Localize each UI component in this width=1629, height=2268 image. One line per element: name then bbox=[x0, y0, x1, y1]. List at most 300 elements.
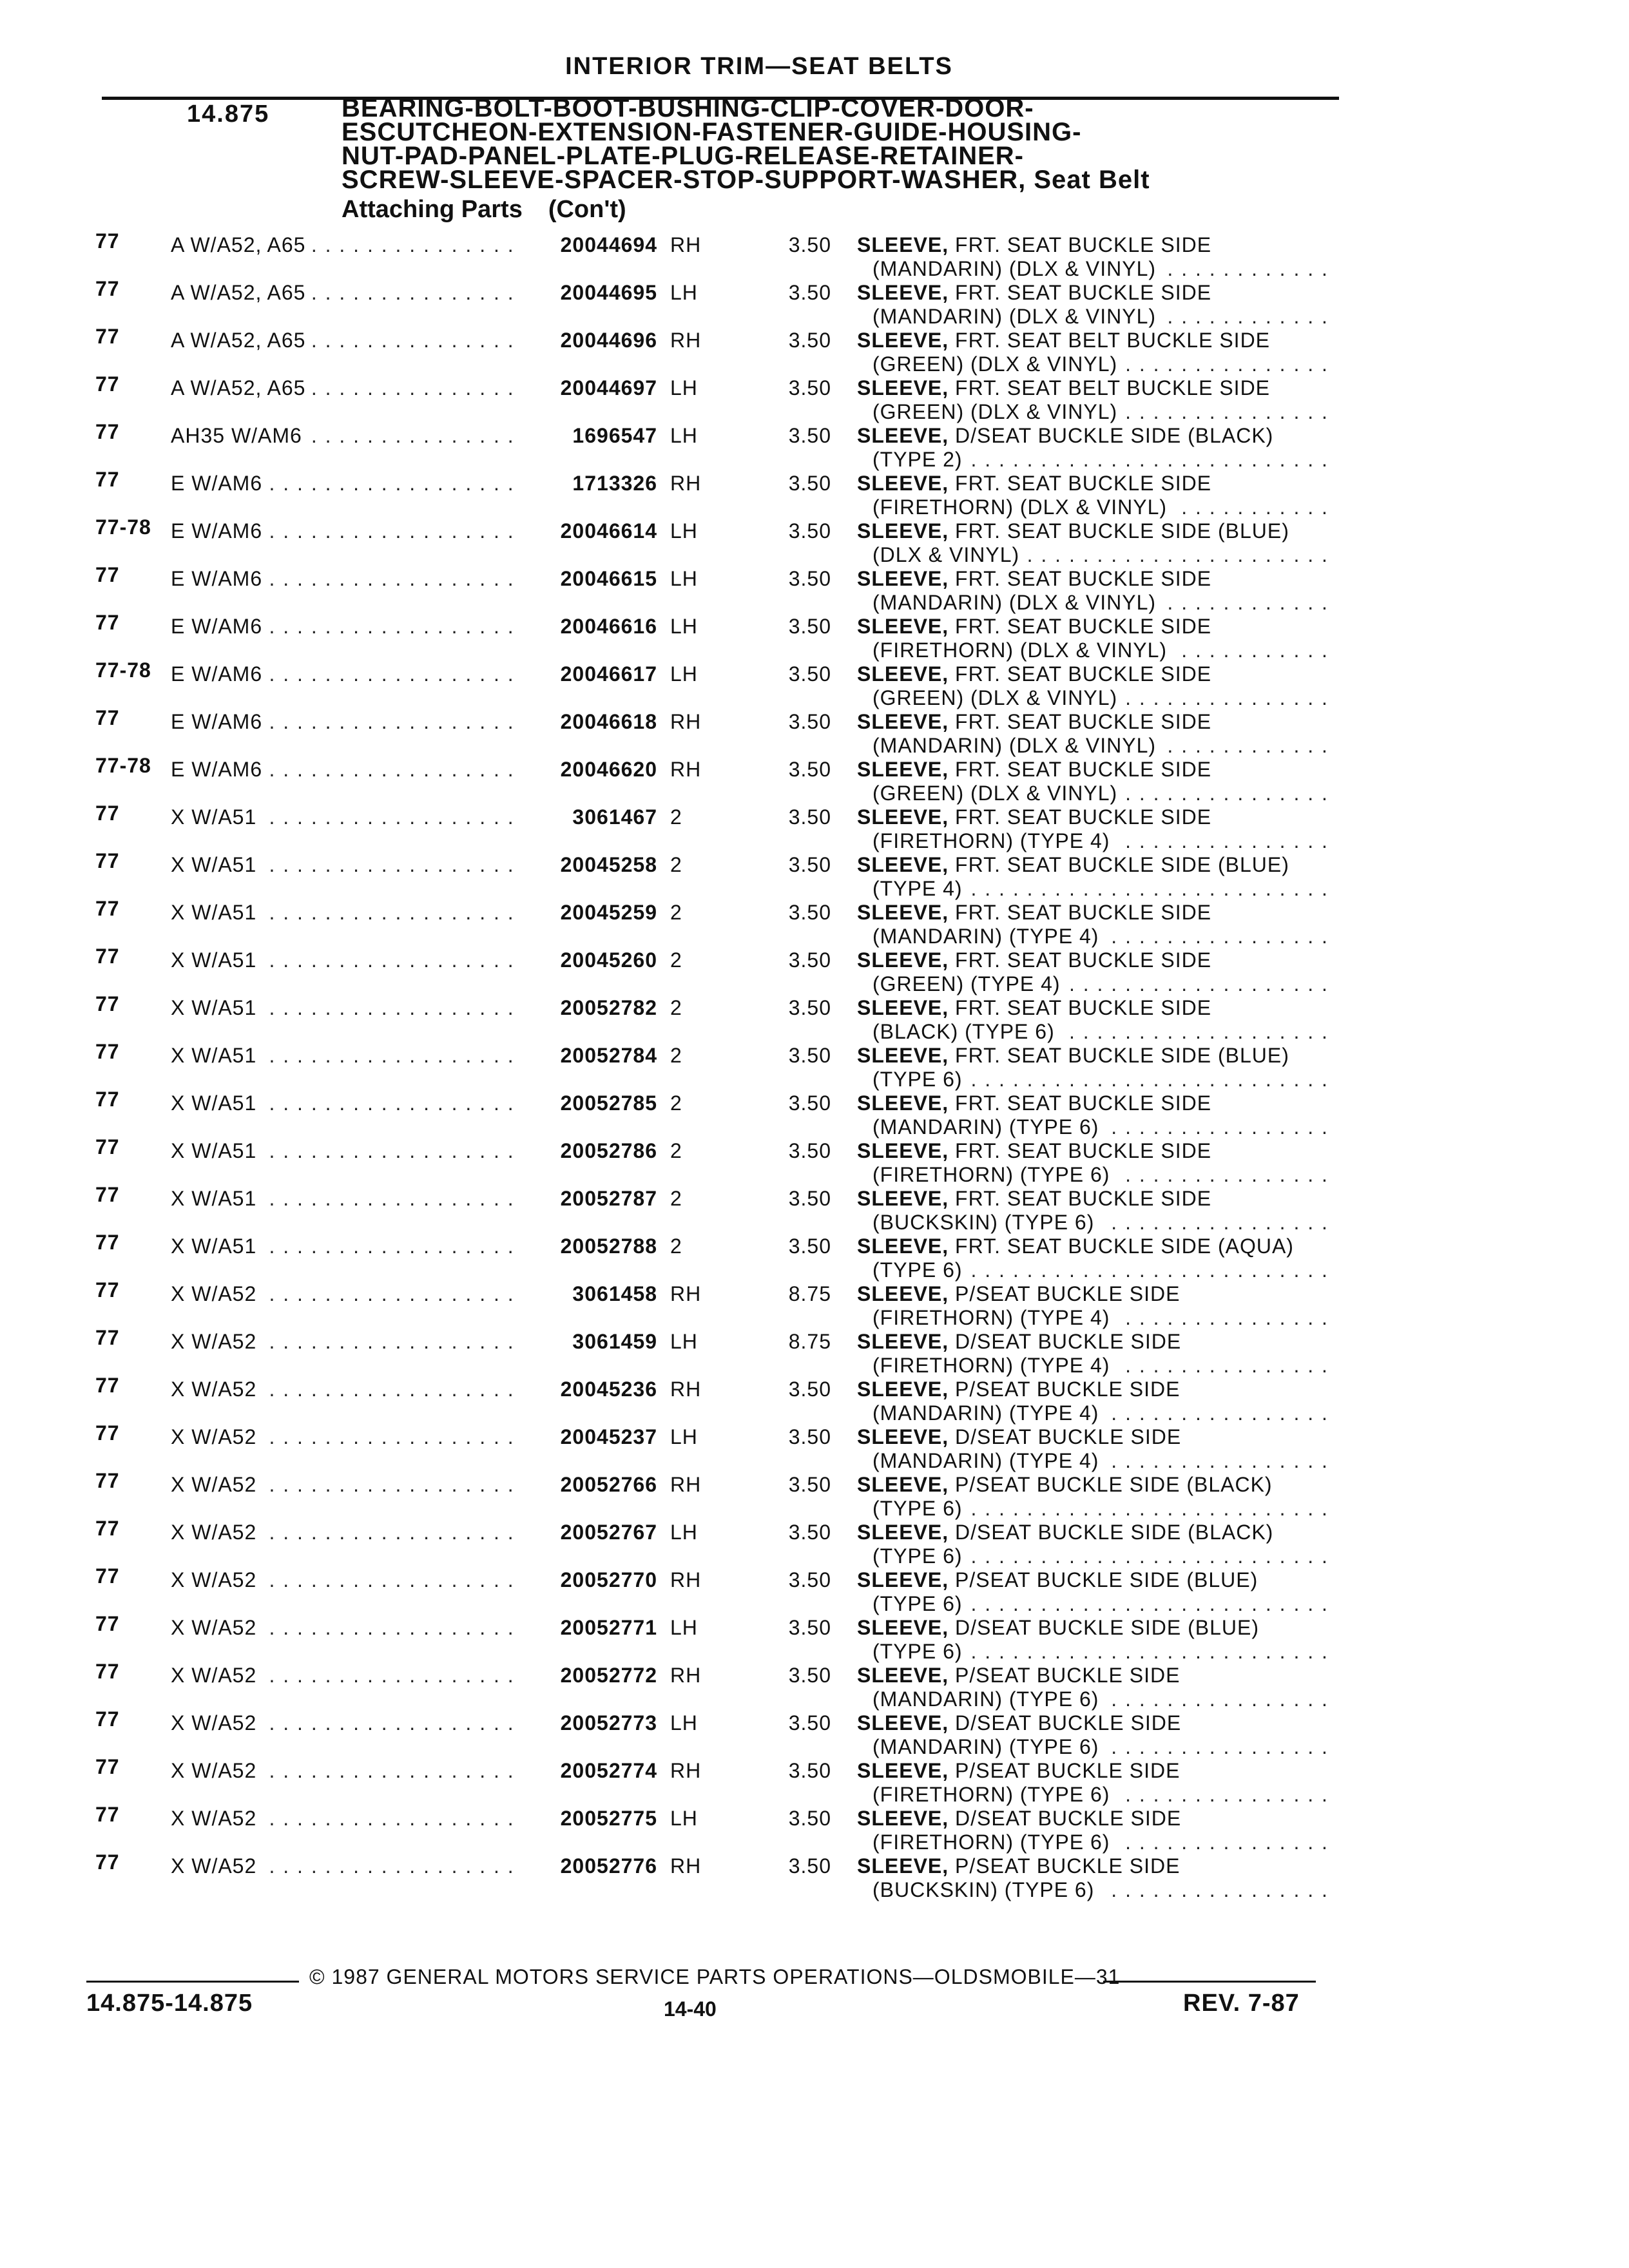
description-text: FRT. SEAT BUCKLE SIDE bbox=[955, 1091, 1212, 1115]
description-line bbox=[857, 901, 1327, 925]
model-application bbox=[171, 1139, 519, 1163]
model-year: 77 bbox=[95, 849, 120, 872]
part-name: SLEEVE, bbox=[857, 1568, 949, 1591]
description-detail: (GREEN) (TYPE 4) bbox=[872, 972, 1068, 995]
model-year: 77 bbox=[95, 372, 120, 396]
model-application bbox=[171, 1425, 519, 1449]
part-name: SLEEVE, bbox=[857, 376, 949, 399]
model-application-text: E W/AM6 bbox=[171, 662, 269, 686]
model-application-text: X W/A52 bbox=[171, 1282, 263, 1305]
part-number: 20046617 bbox=[560, 662, 657, 686]
part-description bbox=[857, 519, 1327, 567]
model-application-text: E W/AM6 bbox=[171, 710, 269, 733]
model-application bbox=[171, 1759, 519, 1783]
parts-row bbox=[0, 849, 1629, 900]
description-detail: (MANDARIN) (TYPE 6) bbox=[872, 1687, 1106, 1711]
quantity: RH bbox=[670, 1282, 702, 1305]
part-name: SLEEVE, bbox=[857, 996, 949, 1019]
model-year: 77 bbox=[95, 802, 120, 825]
part-description bbox=[857, 233, 1327, 281]
continued-text: (Con't) bbox=[548, 196, 626, 223]
parts-row bbox=[0, 1755, 1629, 1806]
description-text: P/SEAT BUCKLE SIDE bbox=[955, 1854, 1181, 1878]
description-text: FRT. SEAT BUCKLE SIDE bbox=[955, 472, 1212, 495]
model-application-text: E W/AM6 bbox=[171, 567, 269, 590]
part-description bbox=[857, 472, 1327, 519]
model-application bbox=[171, 758, 519, 782]
model-year: 77 bbox=[95, 1326, 120, 1349]
price: 3.50 bbox=[788, 1521, 831, 1544]
quantity: 2 bbox=[670, 1044, 682, 1067]
description-line bbox=[857, 1807, 1327, 1831]
quantity: RH bbox=[670, 1378, 702, 1401]
part-name: SLEEVE, bbox=[857, 1807, 949, 1830]
description-detail: (MANDARIN) (TYPE 4) bbox=[872, 1401, 1106, 1425]
model-year: 77 bbox=[95, 1612, 120, 1635]
price: 3.50 bbox=[788, 901, 831, 924]
model-application-text: X W/A52 bbox=[171, 1759, 263, 1782]
section-title-line: SCREW-SLEEVE-SPACER-STOP-SUPPORT-WASHER, Seat Belt bbox=[342, 166, 1150, 194]
model-application bbox=[171, 1235, 519, 1258]
quantity: LH bbox=[670, 281, 698, 304]
description-line bbox=[857, 1378, 1327, 1401]
description-text: FRT. SEAT BUCKLE SIDE (AQUA) bbox=[955, 1235, 1294, 1258]
description-line bbox=[857, 1139, 1327, 1163]
model-application-text: X W/A52 bbox=[171, 1664, 263, 1687]
description-text: D/SEAT BUCKLE SIDE (BLACK) bbox=[955, 424, 1274, 447]
model-application-text: E W/AM6 bbox=[171, 758, 269, 781]
description-line bbox=[857, 710, 1327, 734]
model-year: 77 bbox=[95, 611, 120, 634]
part-description bbox=[857, 1807, 1327, 1854]
part-name: SLEEVE, bbox=[857, 710, 949, 733]
description-line bbox=[857, 1473, 1327, 1497]
quantity: 2 bbox=[670, 901, 682, 924]
part-description bbox=[857, 1139, 1327, 1187]
model-application-text: E W/AM6 bbox=[171, 519, 269, 543]
model-application bbox=[171, 1616, 519, 1640]
quantity: RH bbox=[670, 710, 702, 733]
section-title bbox=[342, 94, 1347, 194]
part-description bbox=[857, 758, 1327, 805]
description-text: FRT. SEAT BUCKLE SIDE bbox=[955, 758, 1212, 781]
part-description bbox=[857, 901, 1327, 948]
price: 3.50 bbox=[788, 233, 831, 256]
model-application bbox=[171, 376, 519, 400]
quantity: LH bbox=[670, 1521, 698, 1544]
price: 3.50 bbox=[788, 1664, 831, 1687]
price: 3.50 bbox=[788, 1378, 831, 1401]
description-text: FRT. SEAT BUCKLE SIDE bbox=[955, 615, 1212, 638]
model-application-text: X W/A52 bbox=[171, 1521, 263, 1544]
model-application-text: X W/A51 bbox=[171, 996, 263, 1019]
description-detail: (FIRETHORN) (TYPE 6) bbox=[872, 1831, 1117, 1854]
quantity: LH bbox=[670, 376, 698, 399]
description-text: FRT. SEAT BUCKLE SIDE (BLUE) bbox=[955, 1044, 1289, 1067]
model-application-text: X W/A52 bbox=[171, 1473, 263, 1496]
model-application bbox=[171, 424, 519, 448]
description-detail: (BLACK) (TYPE 6) bbox=[872, 1020, 1063, 1043]
parts-row bbox=[0, 1469, 1629, 1520]
model-year: 77 bbox=[95, 1755, 120, 1778]
part-number: 20044695 bbox=[560, 281, 657, 304]
description-line bbox=[857, 233, 1327, 257]
model-application-text: X W/A51 bbox=[171, 901, 263, 924]
description-line bbox=[857, 1330, 1327, 1354]
price: 3.50 bbox=[788, 1854, 831, 1878]
model-application-text: X W/A51 bbox=[171, 1235, 263, 1258]
model-application bbox=[171, 901, 519, 925]
model-year: 77 bbox=[95, 229, 120, 253]
parts-row bbox=[0, 945, 1629, 995]
model-application-text: X W/A52 bbox=[171, 1711, 263, 1735]
quantity: LH bbox=[670, 519, 698, 543]
description-text: P/SEAT BUCKLE SIDE bbox=[955, 1759, 1181, 1782]
parts-row bbox=[0, 468, 1629, 519]
part-description bbox=[857, 710, 1327, 758]
model-year: 77-78 bbox=[95, 754, 151, 777]
description-detail: (TYPE 6) bbox=[872, 1258, 970, 1282]
description-text: FRT. SEAT BUCKLE SIDE bbox=[955, 233, 1212, 256]
part-number: 20052786 bbox=[560, 1139, 657, 1162]
part-name: SLEEVE, bbox=[857, 1330, 949, 1353]
part-number: 20052773 bbox=[560, 1711, 657, 1735]
description-line bbox=[857, 1091, 1327, 1115]
part-number: 20052788 bbox=[560, 1235, 657, 1258]
parts-row bbox=[0, 658, 1629, 709]
footer-rule bbox=[1103, 1981, 1316, 1983]
description-detail: (TYPE 4) bbox=[872, 877, 970, 900]
description-text: FRT. SEAT BUCKLE SIDE bbox=[955, 1139, 1212, 1162]
part-name: SLEEVE, bbox=[857, 615, 949, 638]
description-detail: (TYPE 6) bbox=[872, 1592, 970, 1615]
parts-row bbox=[0, 1374, 1629, 1425]
description-detail: (GREEN) (DLX & VINYL) bbox=[872, 352, 1125, 376]
part-name: SLEEVE, bbox=[857, 1711, 949, 1735]
model-application-text: A W/A52, A65 bbox=[171, 281, 312, 304]
part-number: 20052766 bbox=[560, 1473, 657, 1496]
description-detail: (FIRETHORN) (TYPE 4) bbox=[872, 1306, 1117, 1329]
part-number: 20052782 bbox=[560, 996, 657, 1019]
attaching-parts-label bbox=[342, 196, 626, 224]
description-text: FRT. SEAT BUCKLE SIDE bbox=[955, 281, 1212, 304]
description-detail: (BUCKSKIN) (TYPE 6) bbox=[872, 1878, 1102, 1901]
part-name: SLEEVE, bbox=[857, 233, 949, 256]
description-text: FRT. SEAT BUCKLE SIDE (BLUE) bbox=[955, 519, 1289, 543]
model-application bbox=[171, 1330, 519, 1354]
part-number: 20046620 bbox=[560, 758, 657, 781]
quantity: 2 bbox=[670, 805, 682, 829]
model-application bbox=[171, 853, 519, 877]
model-application bbox=[171, 615, 519, 639]
model-year: 77 bbox=[95, 945, 120, 968]
quantity: LH bbox=[670, 1616, 698, 1639]
description-line bbox=[857, 424, 1327, 448]
part-description bbox=[857, 376, 1327, 424]
section-title-line: NUT-PAD-PANEL-PLATE-PLUG-RELEASE-RETAINER- bbox=[342, 142, 1024, 170]
price: 3.50 bbox=[788, 948, 831, 972]
model-application-text: E W/AM6 bbox=[171, 615, 269, 638]
price: 3.50 bbox=[788, 567, 831, 590]
description-line bbox=[857, 1568, 1327, 1592]
model-year: 77 bbox=[95, 1374, 120, 1397]
description-text: FRT. SEAT BUCKLE SIDE (BLUE) bbox=[955, 853, 1289, 876]
parts-row bbox=[0, 1135, 1629, 1186]
description-line bbox=[857, 615, 1327, 639]
model-application-text: X W/A52 bbox=[171, 1568, 263, 1591]
price: 3.50 bbox=[788, 281, 831, 304]
model-application-text: X W/A52 bbox=[171, 1854, 263, 1878]
price: 3.50 bbox=[788, 472, 831, 495]
part-description bbox=[857, 329, 1327, 376]
part-number: 20052787 bbox=[560, 1187, 657, 1210]
price: 3.50 bbox=[788, 1187, 831, 1210]
parts-row bbox=[0, 420, 1629, 471]
quantity: LH bbox=[670, 1807, 698, 1830]
parts-row bbox=[0, 1278, 1629, 1329]
description-line bbox=[857, 948, 1327, 972]
part-description bbox=[857, 996, 1327, 1044]
part-number: 3061458 bbox=[572, 1282, 657, 1305]
model-application bbox=[171, 1521, 519, 1544]
quantity: LH bbox=[670, 1425, 698, 1448]
model-application bbox=[171, 1568, 519, 1592]
part-number: 20052771 bbox=[560, 1616, 657, 1639]
part-description bbox=[857, 281, 1327, 329]
parts-row bbox=[0, 1517, 1629, 1568]
part-number: 20052784 bbox=[560, 1044, 657, 1067]
model-year: 77 bbox=[95, 992, 120, 1015]
quantity: 2 bbox=[670, 1091, 682, 1115]
price: 8.75 bbox=[788, 1330, 831, 1353]
description-detail: (TYPE 6) bbox=[872, 1640, 970, 1663]
page-header bbox=[102, 50, 1339, 100]
parts-row bbox=[0, 1564, 1629, 1615]
price: 3.50 bbox=[788, 1807, 831, 1830]
model-year: 77 bbox=[95, 563, 120, 586]
quantity: RH bbox=[670, 1568, 702, 1591]
model-application bbox=[171, 329, 519, 352]
model-year: 77 bbox=[95, 277, 120, 300]
price: 3.50 bbox=[788, 615, 831, 638]
parts-row bbox=[0, 706, 1629, 757]
model-application-text: X W/A51 bbox=[171, 1187, 263, 1210]
part-number: 20046616 bbox=[560, 615, 657, 638]
price: 3.50 bbox=[788, 805, 831, 829]
description-detail: (BUCKSKIN) (TYPE 6) bbox=[872, 1211, 1102, 1234]
description-line bbox=[857, 1425, 1327, 1449]
description-text: P/SEAT BUCKLE SIDE bbox=[955, 1378, 1181, 1401]
model-year: 77 bbox=[95, 1517, 120, 1540]
model-year: 77 bbox=[95, 1564, 120, 1588]
description-line bbox=[857, 472, 1327, 495]
part-name: SLEEVE, bbox=[857, 758, 949, 781]
parts-row bbox=[0, 754, 1629, 805]
part-name: SLEEVE, bbox=[857, 1091, 949, 1115]
part-number: 20046615 bbox=[560, 567, 657, 590]
description-line bbox=[857, 1616, 1327, 1640]
quantity: 2 bbox=[670, 853, 682, 876]
model-year: 77 bbox=[95, 420, 120, 443]
part-name: SLEEVE, bbox=[857, 472, 949, 495]
part-number: 20045260 bbox=[560, 948, 657, 972]
part-description bbox=[857, 1521, 1327, 1568]
quantity: 2 bbox=[670, 948, 682, 972]
part-name: SLEEVE, bbox=[857, 1521, 949, 1544]
description-text: D/SEAT BUCKLE SIDE bbox=[955, 1425, 1182, 1448]
model-year: 77 bbox=[95, 706, 120, 729]
model-application-text: X W/A52 bbox=[171, 1330, 263, 1353]
part-name: SLEEVE, bbox=[857, 1759, 949, 1782]
parts-row bbox=[0, 325, 1629, 376]
model-application-text: X W/A51 bbox=[171, 853, 263, 876]
part-description bbox=[857, 662, 1327, 710]
parts-row bbox=[0, 1803, 1629, 1854]
quantity: RH bbox=[670, 758, 702, 781]
model-application bbox=[171, 281, 519, 305]
description-line bbox=[857, 1664, 1327, 1687]
price: 3.50 bbox=[788, 1616, 831, 1639]
description-line bbox=[857, 1235, 1327, 1258]
price: 3.50 bbox=[788, 710, 831, 733]
description-line bbox=[857, 1521, 1327, 1544]
description-line bbox=[857, 662, 1327, 686]
parts-row bbox=[0, 802, 1629, 852]
part-number: 20052772 bbox=[560, 1664, 657, 1687]
description-detail: (TYPE 2) bbox=[872, 448, 970, 471]
price: 3.50 bbox=[788, 1759, 831, 1782]
part-name: SLEEVE, bbox=[857, 1282, 949, 1305]
description-text: FRT. SEAT BUCKLE SIDE bbox=[955, 710, 1212, 733]
description-detail: (MANDARIN) (TYPE 4) bbox=[872, 1449, 1106, 1472]
price: 3.50 bbox=[788, 1425, 831, 1448]
quantity: RH bbox=[670, 472, 702, 495]
model-application bbox=[171, 1664, 519, 1687]
model-application bbox=[171, 1473, 519, 1497]
description-line bbox=[857, 567, 1327, 591]
quantity: LH bbox=[670, 567, 698, 590]
part-description bbox=[857, 853, 1327, 901]
quantity: RH bbox=[670, 329, 702, 352]
attaching-parts-text: Attaching Parts bbox=[342, 196, 523, 223]
model-year: 77 bbox=[95, 1231, 120, 1254]
part-number: 20045258 bbox=[560, 853, 657, 876]
model-year: 77 bbox=[95, 325, 120, 348]
part-number: 1713326 bbox=[572, 472, 657, 495]
parts-row bbox=[0, 372, 1629, 423]
price: 3.50 bbox=[788, 1091, 831, 1115]
description-detail: (TYPE 6) bbox=[872, 1544, 970, 1568]
description-detail: (MANDARIN) (DLX & VINYL) bbox=[872, 591, 1164, 614]
model-application-text: X W/A52 bbox=[171, 1378, 263, 1401]
quantity: LH bbox=[670, 1330, 698, 1353]
part-description bbox=[857, 567, 1327, 615]
part-description bbox=[857, 1235, 1327, 1282]
price: 3.50 bbox=[788, 1139, 831, 1162]
model-application bbox=[171, 996, 519, 1020]
parts-row bbox=[0, 1660, 1629, 1711]
model-application bbox=[171, 1378, 519, 1401]
part-name: SLEEVE, bbox=[857, 805, 949, 829]
description-line bbox=[857, 519, 1327, 543]
description-line bbox=[872, 1878, 1327, 1902]
part-name: SLEEVE, bbox=[857, 1616, 949, 1639]
parts-row bbox=[0, 563, 1629, 614]
price: 8.75 bbox=[788, 1282, 831, 1305]
quantity: RH bbox=[670, 1854, 702, 1878]
part-number: 20052774 bbox=[560, 1759, 657, 1782]
price: 3.50 bbox=[788, 853, 831, 876]
parts-row bbox=[0, 1707, 1629, 1758]
section-title-line: ESCUTCHEON-EXTENSION-FASTENER-GUIDE-HOUSING- bbox=[342, 118, 1082, 146]
part-name: SLEEVE, bbox=[857, 1187, 949, 1210]
part-description bbox=[857, 948, 1327, 996]
price: 3.50 bbox=[788, 1473, 831, 1496]
part-number: 20052767 bbox=[560, 1521, 657, 1544]
description-detail: (DLX & VINYL) bbox=[872, 543, 1027, 566]
description-text: FRT. SEAT BUCKLE SIDE bbox=[955, 662, 1212, 686]
part-name: SLEEVE, bbox=[857, 1664, 949, 1687]
part-number: 20052770 bbox=[560, 1568, 657, 1591]
model-year: 77 bbox=[95, 897, 120, 920]
model-year: 77 bbox=[95, 1040, 120, 1063]
description-detail: (FIRETHORN) (DLX & VINYL) bbox=[872, 639, 1175, 662]
description-line bbox=[857, 1282, 1327, 1306]
section-title-line: BEARING-BOLT-BOOT-BUSHING-CLIP-COVER-DOOR- bbox=[342, 94, 1034, 122]
parts-row bbox=[0, 277, 1629, 328]
model-application-text: AH35 W/AM6 bbox=[171, 424, 309, 447]
description-line bbox=[857, 1854, 1327, 1878]
model-application-text: A W/A52, A65 bbox=[171, 233, 312, 256]
model-year: 77 bbox=[95, 1707, 120, 1731]
price: 3.50 bbox=[788, 376, 831, 399]
quantity: 2 bbox=[670, 996, 682, 1019]
footer-rule bbox=[86, 1981, 299, 1983]
part-number: 20044694 bbox=[560, 233, 657, 256]
part-name: SLEEVE, bbox=[857, 1378, 949, 1401]
description-text: D/SEAT BUCKLE SIDE bbox=[955, 1330, 1182, 1353]
model-application bbox=[171, 710, 519, 734]
model-year: 77 bbox=[95, 1421, 120, 1445]
model-application bbox=[171, 233, 519, 257]
quantity: RH bbox=[670, 233, 702, 256]
model-application-text: E W/AM6 bbox=[171, 472, 269, 495]
price: 3.50 bbox=[788, 424, 831, 447]
description-line bbox=[857, 758, 1327, 782]
part-number: 20046618 bbox=[560, 710, 657, 733]
description-detail: (FIRETHORN) (TYPE 6) bbox=[872, 1783, 1117, 1806]
footer-revision: REV. 7-87 bbox=[1183, 1990, 1300, 2017]
part-description bbox=[857, 1711, 1327, 1759]
model-application bbox=[171, 948, 519, 972]
part-number: 20052775 bbox=[560, 1807, 657, 1830]
price: 3.50 bbox=[788, 1044, 831, 1067]
part-name: SLEEVE, bbox=[857, 948, 949, 972]
model-application bbox=[171, 1807, 519, 1831]
footer-section-range: 14.875-14.875 bbox=[86, 1990, 253, 2017]
parts-row bbox=[0, 1612, 1629, 1663]
model-application bbox=[171, 1091, 519, 1115]
quantity: LH bbox=[670, 424, 698, 447]
description-text: P/SEAT BUCKLE SIDE bbox=[955, 1282, 1181, 1305]
description-text: FRT. SEAT BELT BUCKLE SIDE bbox=[955, 376, 1271, 399]
quantity: LH bbox=[670, 662, 698, 686]
model-year: 77 bbox=[95, 1660, 120, 1683]
price: 3.50 bbox=[788, 329, 831, 352]
part-number: 20045236 bbox=[560, 1378, 657, 1401]
description-text: D/SEAT BUCKLE SIDE bbox=[955, 1711, 1182, 1735]
part-description bbox=[857, 1330, 1327, 1378]
